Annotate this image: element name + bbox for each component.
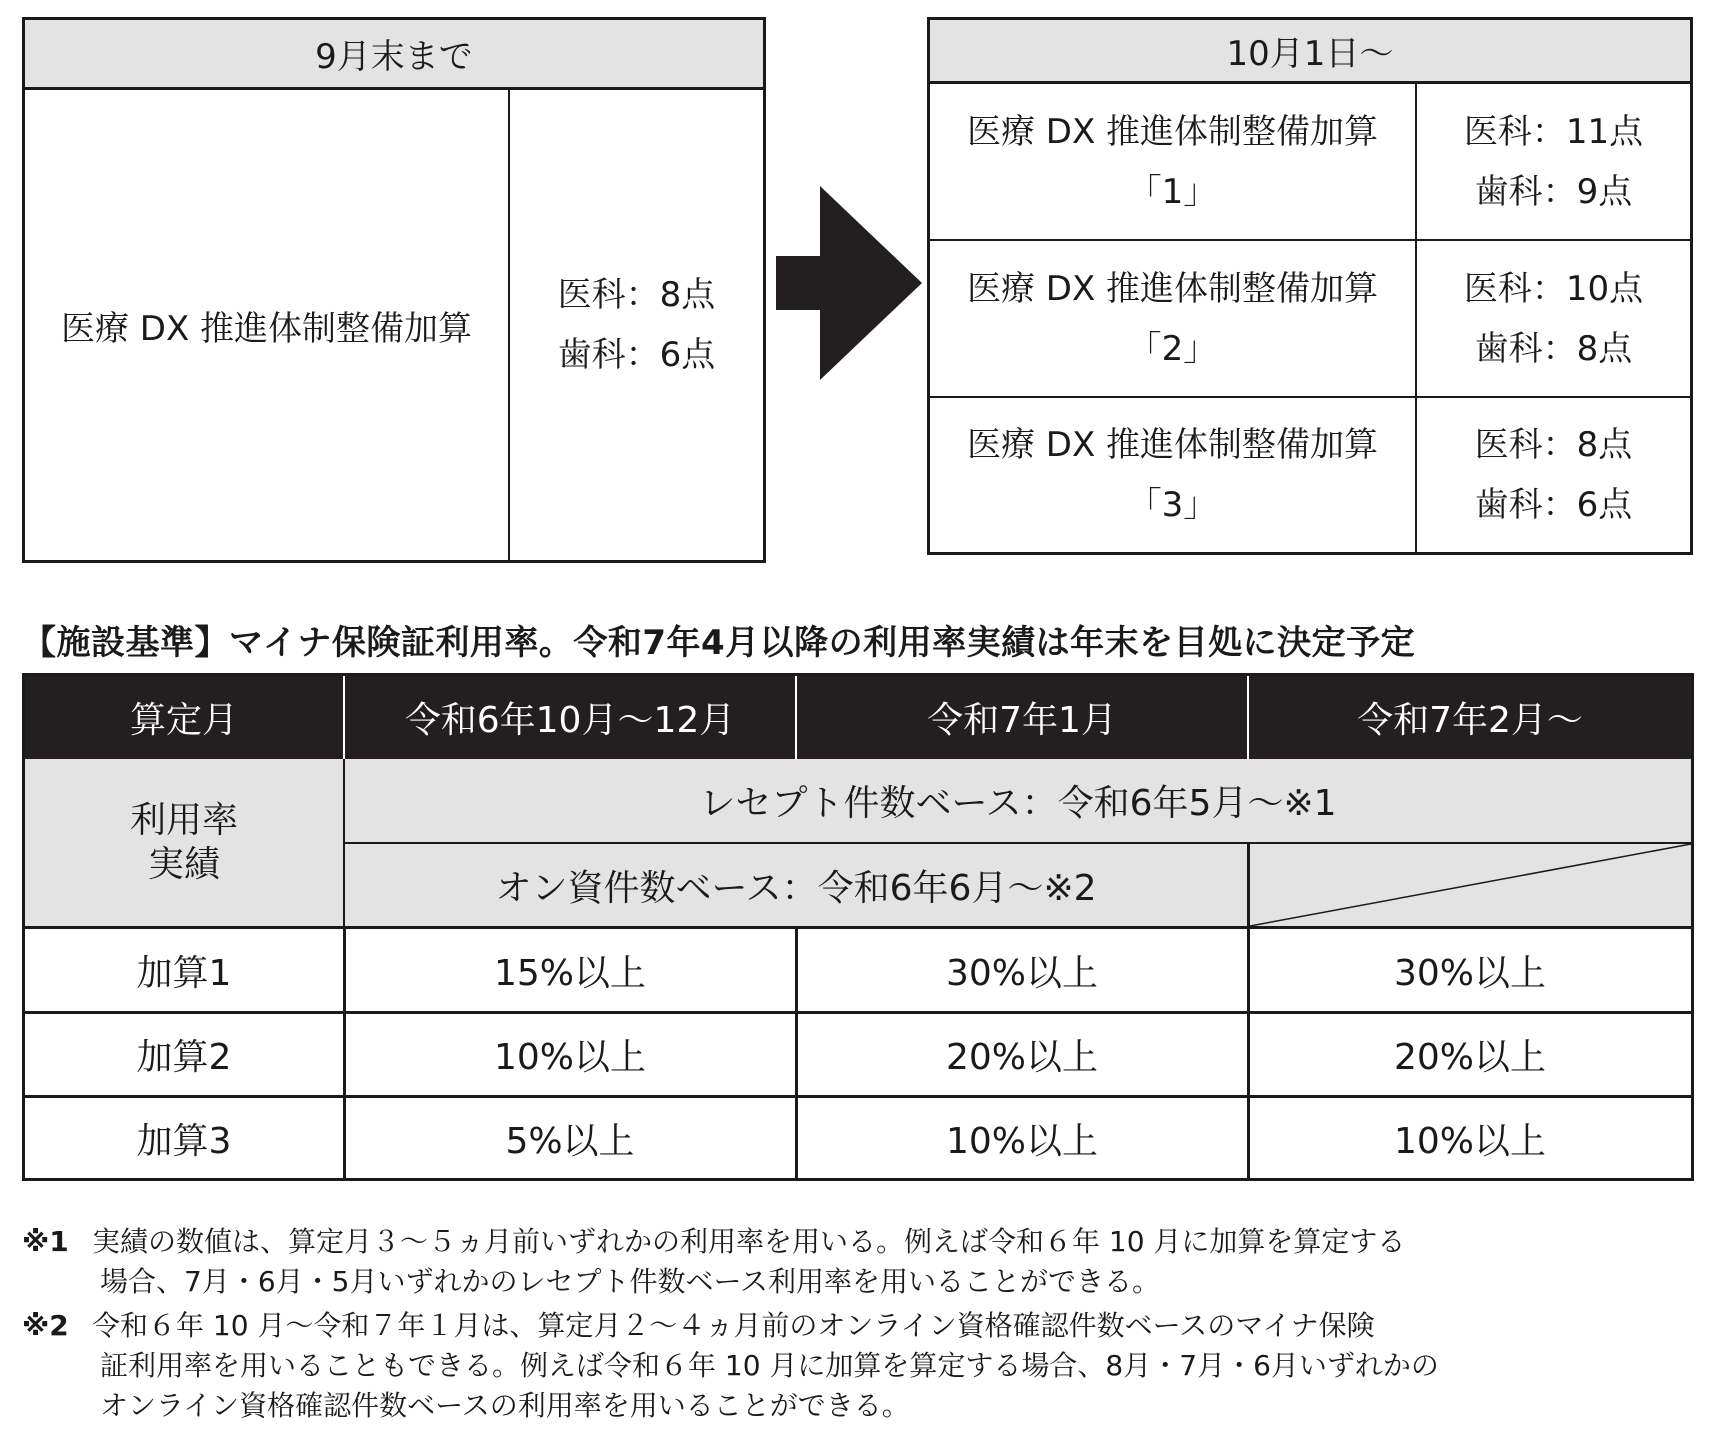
before-point-dental: 歯科：6点 xyxy=(557,335,716,375)
after-row-1-title: 医療 DX 推進体制整備加算 xyxy=(966,111,1379,152)
usage-label xyxy=(25,759,343,926)
before-name: 医療 DX 推進体制整備加算 xyxy=(60,308,473,349)
after-row-1-name xyxy=(930,84,1415,239)
receipt-basis: レセプト件数ベース：令和6年5月～※1 xyxy=(345,759,1691,842)
row-2-label: 加算2 xyxy=(136,1037,232,1078)
online-basis: オン資件数ベース：令和6年6月～※2 xyxy=(345,844,1247,926)
after-row-1-points xyxy=(1417,84,1690,239)
before-points xyxy=(510,90,763,560)
before-header: 9月末まで xyxy=(25,20,763,87)
row-1-label: 加算1 xyxy=(136,952,232,994)
after-row-3-points xyxy=(1417,398,1690,552)
row-3-r7-jan: 10%以上 xyxy=(945,1120,1099,1162)
after-box xyxy=(927,17,1693,555)
row-1-r6: 15%以上 xyxy=(493,952,647,994)
row-3-r6: 5%以上 xyxy=(505,1120,635,1162)
note-2-line-2: 証利用率を用いることもできる。例えば令和６年 10 月に加算を算定する場合、8月・7月・6月いずれかの xyxy=(100,1349,1439,1382)
after-header: 10月1日～ xyxy=(930,20,1690,81)
usage-label-line2: 実績 xyxy=(147,843,220,885)
header-r7-feb: 令和7年2月～ xyxy=(1249,676,1691,759)
before-point-medical: 医科：8点 xyxy=(557,275,716,315)
after-row-3-name xyxy=(930,398,1415,552)
after-row-2-dental: 歯科：8点 xyxy=(1474,328,1633,369)
after-row-2-medical: 医科：10点 xyxy=(1463,268,1644,309)
row-3-r7-feb: 10%以上 xyxy=(1393,1120,1547,1162)
note-1-line-1: 実績の数値は、算定月３～５ヵ月前いずれかの利用率を用いる。例えば令和６年 10 月に加算を算定する xyxy=(92,1225,1406,1258)
usage-label-line1: 利用率 xyxy=(129,799,238,841)
row-2-r7-jan: 20%以上 xyxy=(945,1037,1099,1078)
row-1-r7-feb: 30%以上 xyxy=(1393,952,1547,994)
after-row-3-level: 「3」 xyxy=(1127,485,1218,525)
row-3-label: 加算3 xyxy=(136,1120,232,1162)
criteria-table xyxy=(22,673,1694,1181)
after-row-2-points xyxy=(1417,241,1690,396)
note-2-line-3: オンライン資格確認件数ベースの利用率を用いることができる。 xyxy=(100,1389,910,1422)
after-row-2-name xyxy=(930,241,1415,396)
arrow-right-icon xyxy=(772,183,928,383)
after-row-1-medical: 医科：11点 xyxy=(1463,111,1644,152)
row-2-r7-feb: 20%以上 xyxy=(1393,1037,1547,1078)
after-row-3-dental: 歯科：6点 xyxy=(1474,485,1633,525)
after-row-3-title: 医療 DX 推進体制整備加算 xyxy=(966,425,1379,465)
note-1 xyxy=(22,1222,1405,1302)
header-r7-jan: 令和7年1月 xyxy=(797,676,1247,759)
before-box xyxy=(22,17,766,563)
after-row-1-level: 「1」 xyxy=(1127,171,1218,212)
row-1-r7-jan: 30%以上 xyxy=(945,952,1099,994)
row-2-r6: 10%以上 xyxy=(493,1037,647,1078)
after-row-1-dental: 歯科：9点 xyxy=(1474,171,1633,212)
diagonal-empty-cell xyxy=(1250,844,1691,926)
note-2-line-1: 令和６年 10 月～令和７年１月は、算定月２～４ヵ月前のオンライン資格確認件数ベースのマイナ保険 xyxy=(92,1309,1375,1342)
header-r6-oct-dec: 令和6年10月～12月 xyxy=(345,676,795,759)
note-2 xyxy=(22,1306,1439,1426)
criteria-title: 【施設基準】マイナ保険証利用率。令和7年4月以降の利用率実績は年末を目処に決定予定 xyxy=(22,623,1416,663)
note-1-line-2: 場合、7月・6月・5月いずれかのレセプト件数ベース利用率を用いることができる。 xyxy=(100,1265,1161,1298)
note-1-mark: ※1 xyxy=(22,1225,69,1258)
after-row-3-medical: 医科：8点 xyxy=(1474,425,1633,465)
after-row-2-level: 「2」 xyxy=(1127,328,1218,369)
after-row-2-title: 医療 DX 推進体制整備加算 xyxy=(966,268,1379,309)
header-calc-month: 算定月 xyxy=(25,676,343,759)
note-2-mark: ※2 xyxy=(22,1309,69,1342)
